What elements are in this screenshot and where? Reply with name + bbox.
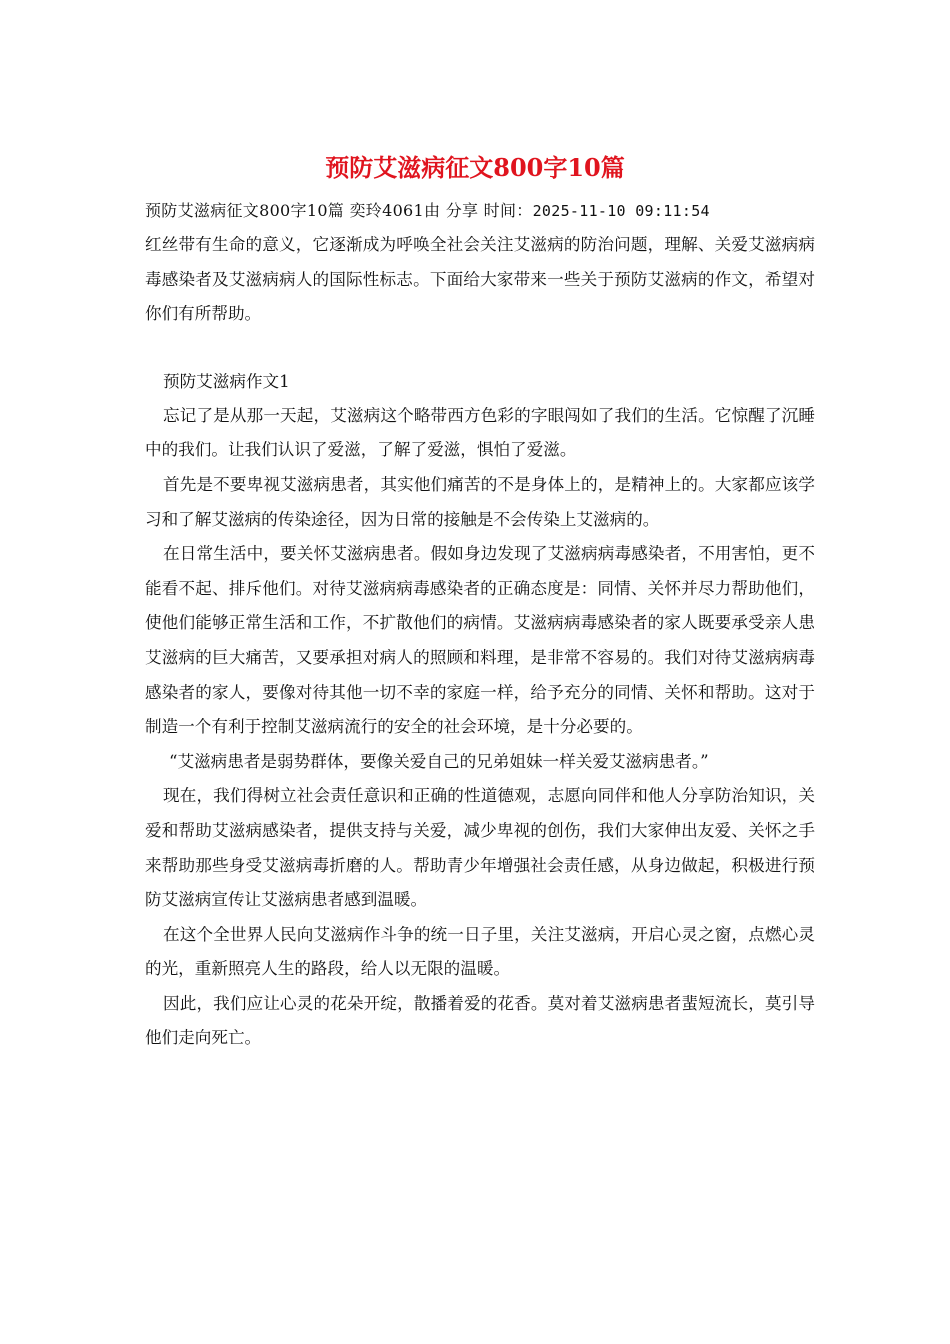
page-title: 预防艾滋病征文800字10篇 <box>325 153 625 182</box>
article-meta <box>145 197 825 225</box>
body-paragraph: 忘记了是从那一天起，艾滋病这个略带西方色彩的字眼闯如了我们的生活。它惊醒了沉睡中的我们。让我们认识了爱滋，了解了爱滋，惧怕了爱滋。 <box>145 405 815 460</box>
section-heading: 预防艾滋病作文1 <box>163 371 290 391</box>
meta-info: 预防艾滋病征文800字10篇 奕玲4061由 分享 时间： <box>145 201 533 220</box>
article-body <box>145 228 815 1056</box>
body-paragraph: 因此，我们应让心灵的花朵开绽，散播着爱的花香。莫对着艾滋病患者蜚短流长，莫引导他们走向死亡。 <box>145 993 815 1048</box>
body-paragraph: 现在，我们得树立社会责任意识和正确的性道德观，志愿向同伴和他人分享防治知识，关爱和帮助艾滋病感染者，提供支持与关爱，减少卑视的创伤，我们大家伸出友爱、关怀之手来帮助那些身受艾滋病毒折磨的人。帮助青少年增强社会责任感，从身边做起，积极进行预防艾滋病宣传让艾滋病患者感到温暖。 <box>145 786 815 910</box>
quote-paragraph: “艾滋病患者是弱势群体，要像关爱自己的兄弟姐妹一样关爱艾滋病患者。” <box>169 751 709 771</box>
section-spacer <box>145 332 815 365</box>
meta-timestamp: 2025-11-10 09:11:54 <box>532 202 710 220</box>
body-paragraph: 首先是不要卑视艾滋病患者，其实他们痛苦的不是身体上的，是精神上的。大家都应该学习和了解艾滋病的传染途径，因为日常的接触是不会传染上艾滋病的。 <box>145 474 815 529</box>
body-paragraph: 在日常生活中，要关怀艾滋病患者。假如身边发现了艾滋病病毒感染者，不用害怕，更不能看不起、排斥他们。对待艾滋病病毒感染者的正确态度是：同情、关怀并尽力帮助他们，使他们能够正常生活和工作，不扩散他们的病情。艾滋病病毒感染者的家人既要承受亲人患艾滋病的巨大痛苦，又要承担对病人的照顾和料理，是非常不容易的。我们对待艾滋病病毒感染者的家人，要像对待其他一切不幸的家庭一样，给予充分的同情、关怀和帮助。这对于制造一个有利于控制艾滋病流行的安全的社会环境，是十分必要的。 <box>145 544 815 737</box>
body-paragraph: 在这个全世界人民向艾滋病作斗争的统一日子里，关注艾滋病，开启心灵之窗，点燃心灵的光，重新照亮人生的路段，给人以无限的温暖。 <box>145 924 815 979</box>
intro-paragraph: 红丝带有生命的意义，它逐渐成为呼唤全社会关注艾滋病的防治问题，理解、关爱艾滋病病毒感染者及艾滋病病人的国际性标志。下面给大家带来一些关于预防艾滋病的作文，希望对你们有所帮助。 <box>145 235 815 324</box>
